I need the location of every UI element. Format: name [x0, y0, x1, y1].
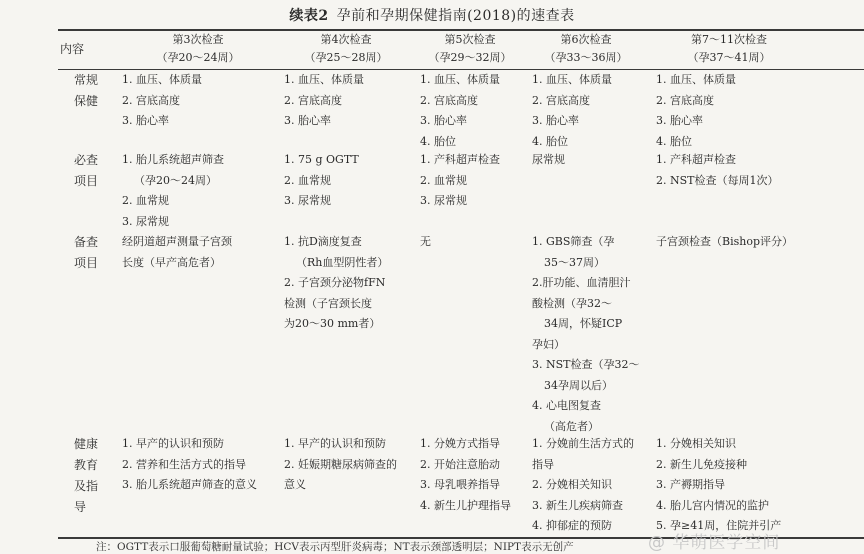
cell-line: 3. 胎心率 — [122, 114, 169, 127]
cell-line: 3. NST检查（孕32～ — [532, 358, 640, 371]
cell-line: 酸检测（孕32～ — [532, 296, 612, 310]
cell-line: 4. 胎位 — [420, 134, 456, 148]
row-category-line: 项目 — [74, 174, 99, 188]
header-col-7-11 — [654, 31, 804, 67]
cell-line: 1. 分娩前生活方式的 — [532, 437, 634, 450]
cell-line: 3. 尿常规 — [122, 214, 169, 228]
table-cell — [656, 434, 781, 537]
cell-line: 为20～30 mm者） — [284, 317, 381, 330]
cell-line: 2. 宫底高度 — [122, 93, 180, 107]
row-category-line: 保健 — [74, 94, 99, 108]
cell-line: 34周，怀疑ICP — [544, 317, 623, 330]
cell-line: 经阴道超声测量子宫颈 — [122, 235, 232, 248]
cell-line: 2.肝功能、血清胆汁 — [532, 276, 631, 289]
row-category — [74, 232, 98, 274]
cell-line: 35～37周） — [544, 255, 605, 269]
cell-line: 2. NST检查（每周1次） — [656, 173, 779, 187]
cell-line: 2. 宫底高度 — [656, 93, 714, 107]
cell-line: （Rh血型阴性者） — [296, 255, 389, 269]
row-category-line: 必查 — [74, 153, 99, 167]
cell-line: 34孕周以后） — [544, 378, 613, 392]
cell-line: 2. 开始注意胎动 — [420, 457, 500, 471]
watermark: @ 华萌医学空间 — [648, 533, 781, 553]
cell-line: 1. 胎儿系统超声筛查 — [122, 153, 224, 166]
cell-line: 2. 宫底高度 — [532, 93, 590, 107]
table-caption: 孕前和孕期保健指南(2018)的速查表 — [336, 8, 575, 24]
row-category-line: 备查 — [74, 235, 99, 249]
cell-line: 3. 胎心率 — [656, 114, 703, 127]
table-cell — [122, 434, 257, 496]
header-col-name: 第5次检查 — [444, 33, 496, 46]
cell-line: 2. 分娩相关知识 — [532, 478, 612, 491]
cell-line: 检测（子宫颈长度 — [284, 296, 372, 310]
row-category — [74, 434, 98, 518]
table-cell — [420, 70, 500, 152]
table-cell — [420, 232, 431, 253]
cell-line: 2. 妊娠期糖尿病筛查的 — [284, 457, 397, 471]
table-cell — [122, 70, 202, 132]
cell-line: 4. 抑郁症的预防 — [532, 519, 612, 532]
row-category — [74, 70, 98, 112]
table-cell — [420, 150, 500, 212]
cell-line: 4. 新生儿护理指导 — [420, 498, 511, 512]
cell-line: 1. 分娩方式指导 — [420, 437, 500, 450]
header-col-range: （孕29～32周） — [428, 51, 512, 64]
header-content: 内容 — [60, 42, 85, 56]
header-col-3 — [118, 31, 278, 67]
cell-line: 3. 尿常规 — [284, 194, 331, 207]
table-cell — [122, 232, 232, 273]
row-category-line: 项目 — [74, 256, 99, 270]
header-col-range: （孕37～41周） — [687, 51, 771, 64]
table-cell — [284, 232, 388, 335]
cell-line: 1. GBS筛查（孕 — [532, 235, 615, 248]
header-col-6 — [526, 31, 646, 67]
table-cell — [532, 150, 565, 171]
header-col-5 — [410, 31, 530, 67]
cell-line: 2. 血常规 — [284, 173, 331, 187]
row-category-line: 导 — [74, 500, 87, 514]
cell-line: 3. 胎心率 — [420, 114, 467, 127]
cell-line: （孕20～24周） — [134, 173, 217, 187]
cell-line: 尿常规 — [532, 153, 565, 166]
cell-line: 3. 尿常规 — [420, 194, 467, 207]
table-cell — [420, 434, 511, 516]
table-label: 续表2 — [289, 8, 329, 24]
cell-line: 3. 胎儿系统超声筛查的意义 — [122, 478, 257, 491]
cell-line: 1. 分娩相关知识 — [656, 437, 736, 450]
header-col-name: 第7～11次检查 — [691, 33, 767, 46]
cell-line: 长度（早产高危者） — [122, 255, 221, 269]
table-title — [0, 5, 864, 25]
table-cell — [656, 232, 793, 253]
cell-line: 3. 母乳喂养指导 — [420, 478, 500, 491]
header-col-name: 第6次检查 — [560, 33, 612, 46]
row-category-line: 常规 — [74, 73, 99, 87]
cell-line: 3. 新生儿疾病筛查 — [532, 498, 623, 512]
header-col-name: 第4次检查 — [320, 33, 372, 46]
table-cell — [284, 150, 359, 212]
table-cell — [656, 150, 779, 191]
cell-line: 2. 血常规 — [420, 173, 467, 187]
cell-line: 3. 产褥期指导 — [656, 478, 725, 491]
cell-line: 1. 血压、体质量 — [420, 73, 500, 86]
cell-line: 4. 胎位 — [656, 134, 692, 148]
cell-line: 3. 胎心率 — [532, 114, 579, 127]
cell-line: 2. 宫底高度 — [284, 93, 342, 107]
row-category — [74, 150, 98, 192]
table-cell — [122, 150, 224, 232]
footnote: 注：OGTT表示口服葡萄糖耐量试验；HCV表示丙型肝炎病毒；NT表示颈部透明层；NIPT表示无创产 — [96, 541, 574, 553]
table-cell — [284, 434, 397, 496]
cell-line: 4. 心电图复查 — [532, 399, 601, 412]
header-col-range: （孕20～24周） — [156, 51, 240, 64]
cell-line: 1. 血压、体质量 — [656, 73, 736, 86]
row-category-line: 及指 — [74, 479, 99, 493]
cell-line: 指导 — [532, 457, 554, 471]
cell-line: 1. 抗D滴度复查 — [284, 235, 362, 248]
cell-line: 1. 早产的认识和预防 — [122, 437, 224, 450]
cell-line: 2. 血常规 — [122, 194, 169, 207]
row-category-line: 健康 — [74, 437, 99, 451]
table-cell — [532, 232, 640, 437]
cell-line: 1. 产科超声检查 — [420, 153, 500, 166]
cell-line: 4. 胎儿宫内情况的监护 — [656, 498, 769, 512]
cell-line: 1. 产科超声检查 — [656, 153, 736, 166]
cell-line: 无 — [420, 235, 431, 248]
cell-line: 2. 宫底高度 — [420, 93, 478, 107]
table-cell — [532, 434, 634, 537]
cell-line: 3. 胎心率 — [284, 114, 331, 127]
cell-line: 5. 孕≥41周，住院并引产 — [656, 519, 782, 532]
cell-line: 4. 胎位 — [532, 134, 568, 148]
cell-line: 2. 新生儿免疫接种 — [656, 457, 747, 471]
header-col-4 — [276, 31, 416, 67]
header-col-range: （孕33～36周） — [544, 51, 628, 64]
cell-line: 2. 营养和生活方式的指导 — [122, 457, 246, 471]
row-category-line: 教育 — [74, 458, 99, 472]
cell-line: （高危者） — [544, 419, 599, 433]
table-cell — [656, 70, 736, 152]
cell-line: 1. 血压、体质量 — [532, 73, 612, 86]
cell-line: 孕妇） — [532, 337, 565, 351]
cell-line: 2. 子宫颈分泌物fFN — [284, 276, 386, 289]
cell-line: 子宫颈检查（Bishop评分） — [656, 235, 793, 248]
cell-line: 1. 血压、体质量 — [122, 73, 202, 86]
cell-line: 1. 血压、体质量 — [284, 73, 364, 86]
cell-line: 1. 75 g OGTT — [284, 153, 359, 166]
header-col-name: 第3次检查 — [172, 33, 224, 46]
cell-line: 意义 — [284, 478, 306, 491]
table-cell — [284, 70, 364, 132]
table-cell — [532, 70, 612, 152]
header-col-range: （孕25～28周） — [304, 51, 388, 64]
cell-line: 1. 早产的认识和预防 — [284, 437, 386, 450]
